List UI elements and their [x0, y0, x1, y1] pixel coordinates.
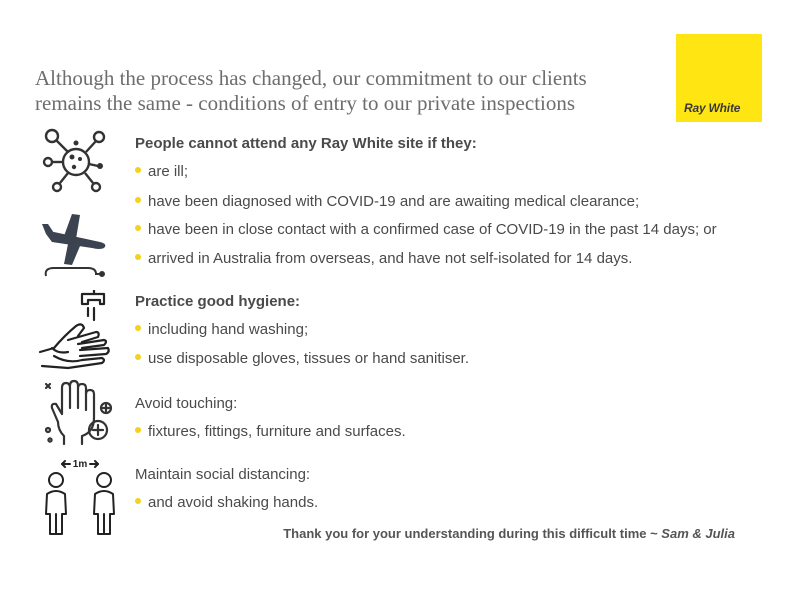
virus-icon: [40, 128, 110, 193]
logo-text: Ray White: [684, 101, 741, 115]
ray-white-logo: [676, 34, 762, 122]
bullet-dot: [135, 498, 141, 504]
headline: [35, 66, 675, 116]
bullet-dot: [135, 354, 141, 360]
section-title-attendance: People cannot attend any Ray White site if they:: [135, 135, 477, 152]
bullet-dot: [135, 167, 141, 173]
list-item: are ill;: [135, 163, 188, 180]
section-title-hygiene: Practice good hygiene:: [135, 293, 301, 310]
list-item: fixtures, fittings, furniture and surfaces.: [135, 423, 406, 440]
footer-message: Thank you for your understanding during this difficult time ~ Sam & Julia: [283, 526, 735, 541]
airplane-icon: [42, 212, 112, 282]
touch-hand-icon: [42, 378, 114, 448]
list-item: and avoid shaking hands.: [135, 494, 318, 511]
bullet-dot: [135, 197, 141, 203]
list-item: have been diagnosed with COVID-19 and are awaiting medical clearance;: [135, 193, 639, 210]
hand-washing-icon: [38, 290, 118, 370]
bullet-dot: [135, 225, 141, 231]
bullet-dot: [135, 325, 141, 331]
list-item: including hand washing;: [135, 321, 308, 338]
footer-signature: Sam & Julia: [661, 526, 735, 541]
list-item: arrived in Australia from overseas, and have not self-isolated for 14 days.: [135, 250, 632, 267]
social-distance-icon: [40, 456, 120, 538]
section-title-distancing: Maintain social distancing:: [135, 466, 311, 483]
headline-line-1: Although the process has changed, our commitment to our clients: [35, 66, 587, 90]
bullet-dot: [135, 427, 141, 433]
distance-label: 1m: [72, 459, 88, 470]
section-title-touching: Avoid touching:: [135, 395, 238, 412]
list-item: have been in close contact with a confirmed case of COVID-19 in the past 14 days; or: [135, 221, 717, 238]
headline-line-2: remains the same - conditions of entry to our private inspections: [35, 91, 576, 115]
list-item: use disposable gloves, tissues or hand sanitiser.: [135, 350, 469, 367]
bullet-dot: [135, 254, 141, 260]
